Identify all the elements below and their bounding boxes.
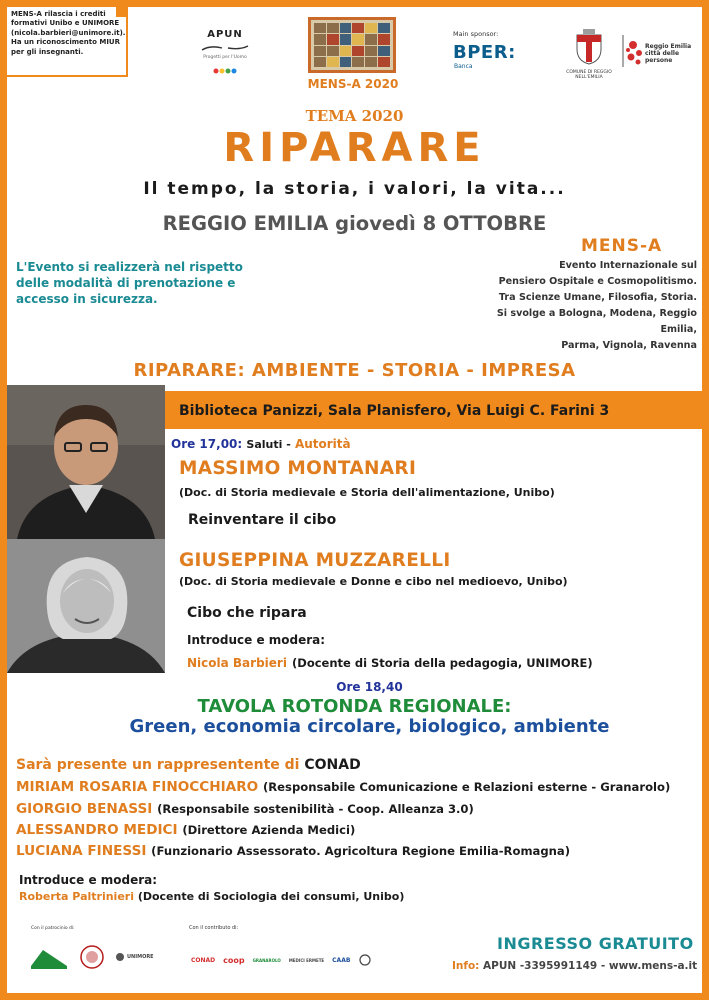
contrib-label: Con il contributo di: <box>189 925 239 931</box>
moderator-label: Introduce e modera: <box>19 873 158 887</box>
region-logo-icon <box>29 944 69 970</box>
panelist-role: (Direttore Azienda Medici) <box>182 823 356 837</box>
mensa-desc-line: Parma, Vignola, Ravenna <box>561 340 697 351</box>
venue: Biblioteca Panizzi, Sala Planisfero, Via Luigi C. Farini 3 <box>179 403 610 419</box>
unimore-seal-icon <box>115 952 125 962</box>
bper-sub: Banca <box>454 63 473 70</box>
mensa-desc-line: Si svolge a Bologna, Modena, Reggio Emilia, <box>496 308 697 335</box>
mensa-year: MENS-A 2020 <box>307 77 399 91</box>
mensa-heading: MENS-A <box>581 236 663 256</box>
moderator-role: (Docente di Sociologia dei consumi, Unibo) <box>137 890 405 903</box>
session2-time: Ore 18,40 <box>336 680 403 694</box>
speaker-portrait-icon <box>7 385 165 539</box>
panelist-name: GIORGIO BENASSI <box>16 801 153 817</box>
main-sponsor-label: Main sponsor: <box>453 30 499 38</box>
round-table-subtitle: Green, economia circolare, biologico, ambiente <box>129 716 610 737</box>
session1-greeting: Saluti - <box>246 438 291 451</box>
main-title: RIPARARE <box>223 125 486 171</box>
panelist-role: (Funzionario Assessorato. Agricoltura Regione Emilia-Romagna) <box>151 844 571 858</box>
contrib-logos <box>191 953 372 967</box>
panelist-name: MIRIAM ROSARIA FINOCCHIARO <box>16 779 259 795</box>
mensa-mosaic-logo <box>308 17 396 73</box>
moderator-name: Nicola Barbieri <box>187 656 287 670</box>
credit-note-text: MENS-A rilascia i crediti formativi Unibo e UNIMORE (nicola.barbieri@unimore.it). Ha un riconoscimento MIUR per gli insegnanti. <box>11 10 126 56</box>
unibo-seal-icon <box>79 944 105 970</box>
panelist-role: (Responsabile Comunicazione e Relazioni esterne - Granarolo) <box>262 780 671 794</box>
safety-note: L'Evento si realizzerà nel rispetto delle modalità di prenotazione e accesso in sicurezza. <box>16 260 243 306</box>
conad-prefix: Sarà presente un rappresentente di <box>16 757 300 773</box>
moderator-role: (Docente di Storia della pedagogia, UNIMORE) <box>292 656 593 670</box>
unimore-text: UNIMORE <box>127 954 154 960</box>
talk-title: Reinventare il cibo <box>188 512 337 528</box>
mensa-description <box>465 258 697 354</box>
mensa-desc-line: Tra Scienze Umane, Filosofia, Storia. <box>498 292 697 303</box>
session1-time-line <box>171 437 351 451</box>
conad-line <box>16 757 361 773</box>
speaker-name: GIUSEPPINA MUZZARELLI <box>179 550 451 571</box>
conad-logo: CONAD <box>191 956 216 964</box>
moderator-label: Introduce e modera: <box>187 633 326 647</box>
comune-logo <box>565 29 613 80</box>
session1-time: Ore 17,00: <box>171 437 243 451</box>
partner-emblem-icon <box>358 953 372 967</box>
panelist <box>16 843 570 859</box>
colored-dots-icon <box>213 67 237 75</box>
corner-flag-icon <box>116 7 128 17</box>
patronage-label: Con il patrocinio di: <box>31 926 75 931</box>
date-line: REGGIO EMILIA giovedì 8 OTTOBRE <box>162 212 547 235</box>
speaker-name: MASSIMO MONTANARI <box>179 458 417 479</box>
panelist-role: (Responsabile sostenibilità - Coop. Alleanza 3.0) <box>157 802 474 816</box>
panelist <box>16 822 355 838</box>
comune-caption: COMUNE DI REGGIO NELL'EMILIA <box>566 70 612 80</box>
event-poster <box>7 7 702 993</box>
patronage-logos <box>29 944 154 970</box>
panelist-name: LUCIANA FINESSI <box>16 843 147 859</box>
round-table-title: TAVOLA ROTONDA REGIONALE: <box>197 696 512 717</box>
mensa-desc-line: Evento Internazionale sul <box>559 260 697 271</box>
mensa-desc-line: Pensiero Ospitale e Cosmopolitismo. <box>498 276 697 287</box>
apun-logo-text: APUN <box>207 29 243 40</box>
speaker-role: (Doc. di Storia medievale e Storia dell'alimentazione, Unibo) <box>179 486 555 499</box>
city-tag-text: Reggio Emilia città delle persone <box>645 43 692 64</box>
speaker-photo-montanari <box>7 385 165 539</box>
moderator-line <box>187 652 593 671</box>
conad-name: CONAD <box>304 757 361 773</box>
apun-logo-sub: Progetti per l'Uomo <box>203 55 247 60</box>
info-line <box>452 960 697 972</box>
panelist <box>16 801 474 817</box>
speaker-portrait-icon <box>7 539 165 673</box>
credit-note <box>7 7 128 77</box>
subtitle: Il tempo, la storia, i valori, la vita... <box>143 179 566 199</box>
bper-logo: BPER: <box>453 42 516 63</box>
session1-authority: Autorità <box>294 437 351 451</box>
section-title: RIPARARE: AMBIENTE - STORIA - IMPRESA <box>133 360 576 381</box>
free-entry: INGRESSO GRATUITO <box>497 934 694 953</box>
reggio-city-logo <box>619 33 699 73</box>
speaker-photo-muzzarelli <box>7 539 165 673</box>
coop-logo: coop <box>223 955 245 965</box>
coat-of-arms-icon <box>574 29 604 65</box>
apun-logo <box>197 29 253 79</box>
info-label: Info: <box>452 960 480 972</box>
panelist-name: ALESSANDRO MEDICI <box>16 822 178 838</box>
speaker-role: (Doc. di Storia medievale e Donne e cibo nel medioevo, Unibo) <box>179 575 568 588</box>
creation-hands-icon <box>200 41 250 55</box>
talk-title: Cibo che ripara <box>187 605 307 621</box>
theme-label: TEMA 2020 <box>305 107 404 125</box>
granarolo-logo: GRANAROLO <box>252 957 281 963</box>
caab-logo: CAAB <box>332 956 351 964</box>
medici-logo: MEDICI ERMETE <box>288 957 325 963</box>
moderator-line <box>19 890 404 903</box>
info-text: APUN -3395991149 - www.mens-a.it <box>483 960 698 972</box>
panelist <box>16 779 670 795</box>
city-dots-icon <box>619 33 645 69</box>
moderator-name: Roberta Paltrinieri <box>19 890 134 903</box>
unimore-logo <box>115 952 154 962</box>
